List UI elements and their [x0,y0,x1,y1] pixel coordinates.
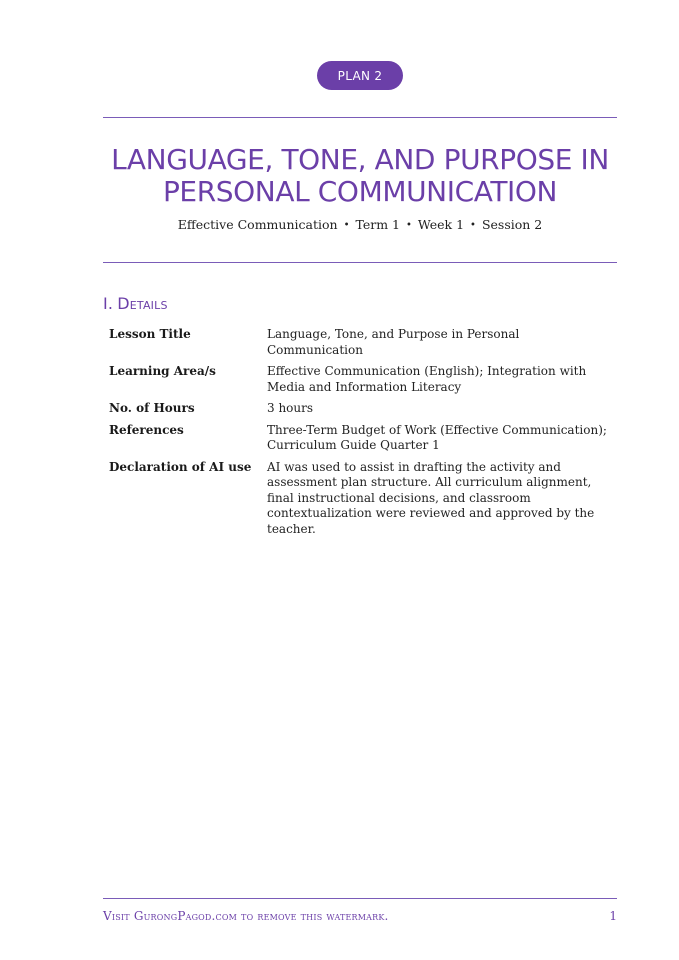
plan-badge: PLAN 2 [317,61,403,90]
meta-week: Week 1 [417,217,465,232]
section-title: Details [117,294,168,313]
footer-divider [103,898,617,899]
table-row [103,421,613,458]
top-divider [103,117,617,118]
table-row [103,458,613,542]
watermark-link[interactable]: Visit GurongPagod.com to remove this watermark. [103,909,389,923]
table-row [103,399,613,421]
detail-label: No. of Hours [109,401,195,415]
detail-value: Effective Communication (English); Integration with Media and Information Literacy [267,364,587,394]
title-line-1: LANGUAGE, TONE, AND PURPOSE IN [111,143,609,176]
table-row [103,325,613,362]
page-title [103,144,617,208]
detail-label: Learning Area/s [109,364,216,378]
details-table [103,325,613,541]
detail-label: References [109,422,184,437]
detail-value: Language, Tone, and Purpose in Personal Communication [267,327,520,357]
meta-separator: • [470,220,476,231]
meta-separator: • [343,220,350,231]
page-footer [103,909,617,923]
detail-label: Lesson Title [109,327,191,341]
meta-term: Term 1 [355,217,400,232]
header-bottom-divider [103,262,617,263]
detail-value: 3 hours [267,401,314,415]
detail-value: AI was used to assist in drafting the activity and assessment plan structure. All curriculum alignment, final instructional decisions, and classroom contextualization were reviewed and approved by the teacher. [267,459,595,536]
page-number: 1 [609,909,617,923]
detail-label: Declaration of AI use [109,459,252,474]
table-row [103,362,613,399]
title-line-2: PERSONAL COMMUNICATION [162,175,558,208]
meta-separator: • [406,220,412,231]
section-heading-details [103,294,168,313]
detail-value: Three-Term Budget of Work (Effective Communication); Curriculum Guide Quarter 1 [267,422,607,452]
meta-session: Session 2 [481,217,543,232]
meta-subject: Effective Communication [177,217,338,232]
lesson-meta [103,217,617,232]
section-number: I. [103,294,114,313]
